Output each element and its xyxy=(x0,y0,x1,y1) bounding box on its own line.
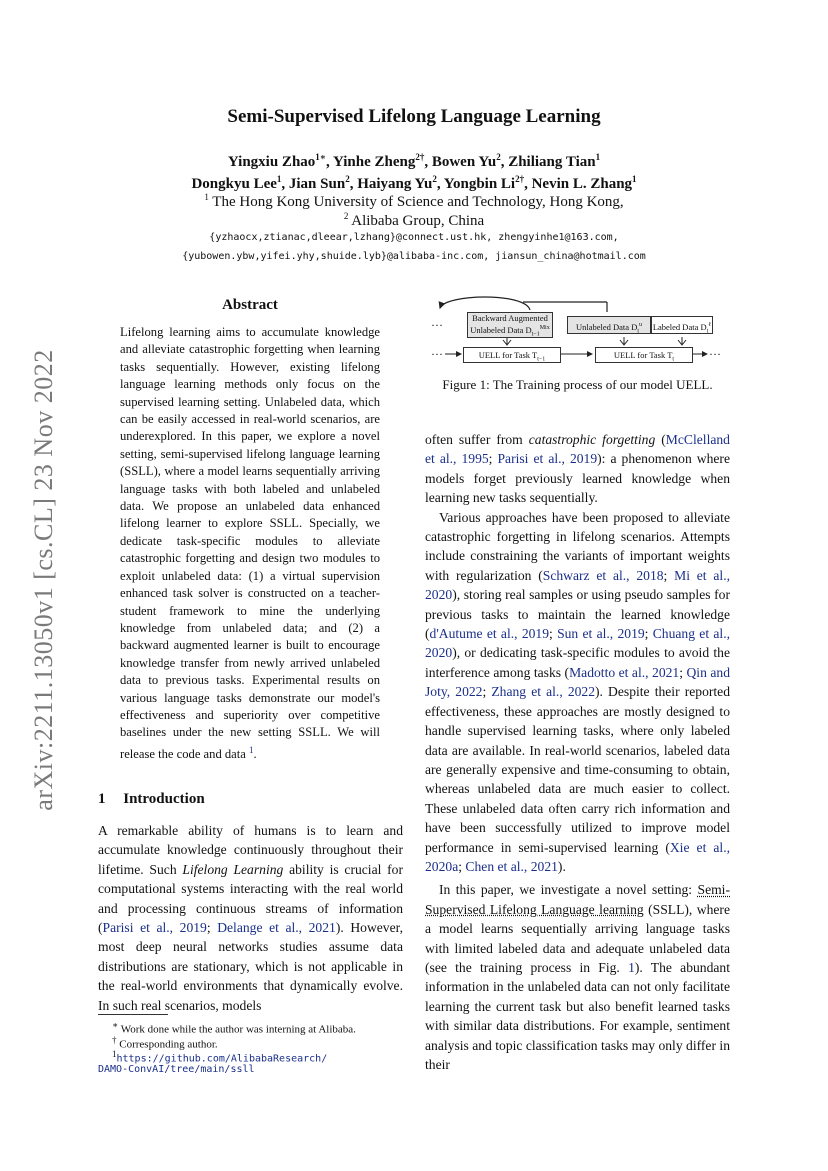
body-text: (SSLL), where a model learns sequentially arriving language tasks with limited labeled data and adequate unlabeled data (see the training process in Fig. xyxy=(425,901,730,975)
uell-task-prev-box: UELL for Task $T_{t-1}$ xyxy=(463,347,561,363)
citation-link[interactable]: Parisi et al., 2019 xyxy=(497,451,598,467)
box-label: UELL for Task T xyxy=(613,350,673,360)
citation-link[interactable]: Qin and Joty, 2022 xyxy=(425,664,730,700)
figure-ref-link[interactable]: 1 xyxy=(628,959,635,975)
setting-name: Semi-Supervised Lifelong Language learning xyxy=(425,882,730,917)
arxiv-stamp-text: arXiv:2211.13050v1 [cs.CL] 23 Nov 2022 xyxy=(29,349,58,811)
author-sup: 2 xyxy=(432,174,437,184)
uell-task-cur-box: UELL for Task $T_t$ xyxy=(595,347,693,363)
unlabeled-data-box: Unlabeled Data $D_t^u$ xyxy=(567,316,651,334)
box-label: Unlabeled Data D xyxy=(470,324,532,335)
box-label: Unlabeled Data D xyxy=(575,321,638,332)
author-sup: 1 xyxy=(276,174,282,184)
labeled-data-box: Labeled Data $D_t^\ell$ xyxy=(651,316,713,334)
section-number: 1 xyxy=(98,791,106,807)
citation-link[interactable]: Chuang et al., 2020 xyxy=(425,626,730,661)
email-line-2: {yubowen.ybw,yifei.yhy,shuide.lyb}@alibaba-inc.com, jiansun_china@hotmail.com xyxy=(182,251,646,262)
body-text: ), or dedicating task-specific modules to avoid the interference among tasks ( xyxy=(425,645,730,680)
body-text: ). xyxy=(557,858,566,874)
backward-augmented-box: Backward Augmented Unlabeled Data $D_{t-1}^{Mix}$ xyxy=(467,312,553,338)
author-sup: 2† xyxy=(415,152,425,162)
author-name: , Zhiliang Tian xyxy=(500,154,596,170)
footnote-text: Corresponding author. xyxy=(119,1038,218,1051)
author-sup: 2† xyxy=(515,174,525,184)
footnote-star: ∗ Work done while the author was interning at Alibaba. xyxy=(112,1020,356,1036)
body-text: In this paper, we investigate a novel setting: xyxy=(439,882,698,898)
right-column xyxy=(425,430,730,1074)
affiliation-sup: 1 xyxy=(204,192,209,202)
citation-link[interactable]: Delange et al., 2021 xyxy=(217,920,336,936)
footnote-url-link[interactable]: https://github.com/AlibabaResearch/ xyxy=(116,1053,328,1065)
footnote-dagger: † Corresponding author. xyxy=(112,1035,218,1051)
right-paragraph-3 xyxy=(425,880,730,1074)
box-label: Backward Augmented xyxy=(472,313,548,323)
body-text: ), storing real samples or using pseudo samples for previous tasks to maintain the learned knowledge ( xyxy=(425,587,730,642)
body-text: ). The abundant information in the unlabeled data can not only facilitate learning the current task but also benefit learned tasks with similar data distributions. For example, sentiment analysis and topic classification tasks may only differ in their xyxy=(425,959,730,1072)
abstract-heading: Abstract xyxy=(222,297,278,313)
citation-link[interactable]: McClelland et al., 1995 xyxy=(425,432,730,467)
intro-text: ability is crucial for computational systems interacting with the real world and processing continuous streams of information ( xyxy=(98,861,403,936)
footnote-ref[interactable]: 1 xyxy=(249,744,254,755)
intro-emphasis: Lifelong Learning xyxy=(182,861,284,877)
body-text: often suffer from xyxy=(425,432,529,447)
section-title: Introduction xyxy=(123,791,205,807)
body-text: ). Despite their reported effectiveness, these approaches are mostly designed to handle supervised learning tasks, where only labeled data are available. In real-world scenarios, labeled data are generally expensive and time-consuming to obtain, whereas unlabeled data are much easier to collect. These unlabeled data often carry rich information and have been successfully utilized to improve model performance in semi-supervised learning ( xyxy=(425,684,730,855)
author-name: , Bowen Yu xyxy=(424,154,497,170)
intro-text: ). However, most deep neural networks studies assume data distributions are stationary, which is not applicable in the real-world environments that dynamically evolve. In such real scenarios, models xyxy=(98,920,404,1013)
box-label: Labeled Data D xyxy=(652,321,707,332)
footnote-text: Work done while the author was interning at Alibaba. xyxy=(120,1023,356,1036)
intro-paragraph: A remarkable ability of humans is to learn and accumulate knowledge continuously throughout their lifetime. Such Lifelong Learning ability is crucial for computational systems interacting with the real world and processing continuous streams of information (Parisi et al., 2019; Delange et al., 2021). However, most deep neural networks studies assume data distributions are stationary, which is not applicable in the real-world environments that dynamically evolve. In such real scenarios, models xyxy=(98,823,404,1013)
author-name: , Yinhe Zheng xyxy=(326,154,416,170)
footnote-divider xyxy=(98,1014,168,1015)
figure-1 xyxy=(425,290,730,370)
intro-text: A remarkable ability of humans is to learn and accumulate knowledge continuously throughout their lifetime. Such xyxy=(98,823,403,877)
citation-link[interactable]: Zhang et al., 2022 xyxy=(491,684,596,700)
author-sup: 1 xyxy=(595,152,601,162)
body-emphasis: catastrophic forgetting xyxy=(528,432,656,447)
box-label: UELL for Task T xyxy=(478,350,538,360)
figure-ellipsis: ··· xyxy=(709,347,721,361)
paper-title: Semi-Supervised Lifelong Language Learning xyxy=(227,106,601,127)
citation-link[interactable]: d'Autume et al., 2019 xyxy=(429,626,550,642)
right-paragraph-1: often suffer from catastrophic forgetting (McClelland et al., 1995; Parisi et al., 2019): a phenomenon where models forget previously learned knowledge when learning new tasks sequentially. xyxy=(425,432,730,506)
right-paragraph-2: Various approaches have been proposed to alleviate catastrophic forgetting in lifelong scenarios. Attempts include constraining the variants of important weights with regularization (Schwarz et al., 2018; Mi et al., 2020), storing real samples or using pseudo samples for previous tasks to maintain the learned knowledge (d'Autume et al., 2019; Sun et al., 2019; Chuang et al., 2020), or dedicating task-specific modules to avoid the interference among tasks (Madotto et al., 2021; Qin and Joty, 2022; Zhang et al., 2022). Despite their reported effectiveness, these approaches are mostly designed to handle supervised learning tasks, where only labeled data are available. In real-world scenarios, labeled data are generally expensive and time-consuming to obtain, whereas unlabeled data are much easier to collect. These unlabeled data often carry rich information and have been successfully utilized to improve model performance in semi-supervised learning (Xie et al., 2020a; Chen et al., 2021). xyxy=(425,509,730,874)
author-sup: 1 xyxy=(632,174,637,184)
affiliation-text: The Hong Kong University of Science and Technology, Hong Kong, xyxy=(212,194,624,210)
figure-ellipsis: ··· xyxy=(431,347,443,361)
body-text: ( xyxy=(655,432,666,447)
figure-1-caption: Figure 1: The Training process of our model UELL. xyxy=(442,377,713,392)
footnote-mark: 1 xyxy=(112,1049,117,1059)
author-sup: 1∗ xyxy=(315,152,327,162)
author-name: , Jian Sun xyxy=(281,176,346,192)
arxiv-stamp xyxy=(22,300,66,860)
footnote-url-link-cont[interactable]: DAMO-ConvAI/tree/main/ssll xyxy=(98,1064,255,1075)
citation-link[interactable]: Chen et al., 2021 xyxy=(465,858,558,874)
figure-ellipsis: ··· xyxy=(431,318,443,332)
abstract-body: Lifelong learning aims to accumulate knowledge and alleviate catastrophic forgetting when learning tasks sequentially. However, existing lifelong language learning methods only focus on the supervised learning setting. Unlabeled data, which can be easily accessed in real-world scenarios, are underexplored. In this paper, we explore a novel setting, semi-supervised lifelong language learning (SSLL), where a model learns sequentially arriving language tasks with both labeled and unlabeled data. We propose an unlabeled data enhanced lifelong learner to explore SSLL. Specially, we dedicate task-specific modules to alleviate catastrophic forgetting and design two modules to exploit unlabeled data: (1) a virtual supervision enhanced task solver is constructed on a teacher-student framework to mine the underlying knowledge from unlabeled data; and (2) a backward augmented learner is built to encourage knowledge transfer from newly arrived unlabeled data to previous tasks. Experimental results on various language tasks demonstrate our model's effectiveness and superiority over competitive baselines under the new setting SSLL. We will release the code and data $^1$. xyxy=(120,325,380,761)
body-text: Various approaches have been proposed to alleviate catastrophic forgetting in lifelong scenarios. Attempts include constraining the variants of important weights with regularization ( xyxy=(425,509,730,583)
author-name: , Yongbin Li xyxy=(436,176,516,192)
citation-link[interactable]: Mi et al., 2020 xyxy=(425,567,730,603)
email-line-1: {yzhaocx,ztianac,dleear,lzhang}@connect.ust.hk, zhengyinhe1@163.com, xyxy=(209,232,619,243)
footnote-one-cont xyxy=(98,1062,398,1077)
author-name: Dongkyu Lee xyxy=(191,176,277,192)
author-name: , Haiyang Yu xyxy=(349,176,433,192)
author-sup: 2 xyxy=(496,152,501,162)
abstract-text: Lifelong learning aims to accumulate knowledge and alleviate catastrophic forgetting when learning tasks sequentially. However, existing lifelong language learning methods only focus on the supervised learning setting. Unlabeled data, which can be easily accessed in real-world scenarios, are underexplored. In this paper, we explore a novel setting, semi-supervised lifelong language learning (SSLL), where a model learns sequentially arriving language tasks with both labeled and unlabeled data. We propose an unlabeled data enhanced lifelong learner to explore SSLL. Specially, we dedicate task-specific modules to alleviate catastrophic forgetting and design two modules to exploit unlabeled data: (1) a virtual supervision enhanced task solver is constructed on a teacher-student framework to mine the underlying knowledge from unlabeled data; and (2) a backward augmented learner is built to encourage knowledge transfer from newly arrived unlabeled data to previous tasks. Experimental results on various language tasks demonstrate our model's effectiveness and superiority over competitive baselines under the new setting SSLL. We will release the code and data xyxy=(120,325,380,761)
author-name: , Nevin L. Zhang xyxy=(524,176,633,192)
affiliation-2 xyxy=(100,206,728,231)
affiliation-text: Alibaba Group, China xyxy=(351,213,485,229)
body-text: ): a phenomenon where models forget previously learned knowledge when learning new tasks sequentially. xyxy=(425,451,730,506)
affiliation-sup: 2 xyxy=(343,211,349,221)
citation-link[interactable]: Parisi et al., 2019 xyxy=(102,920,207,936)
citation-link[interactable]: Madotto et al., 2021 xyxy=(569,664,680,680)
author-sup: 2 xyxy=(345,174,350,184)
citation-link[interactable]: Xie et al., 2020a xyxy=(425,839,730,874)
citation-link[interactable]: Schwarz et al., 2018 xyxy=(542,567,664,583)
author-name: Yingxiu Zhao xyxy=(227,154,316,170)
section-heading-introduction xyxy=(98,791,205,808)
citation-link[interactable]: Sun et al., 2019 xyxy=(557,626,645,642)
